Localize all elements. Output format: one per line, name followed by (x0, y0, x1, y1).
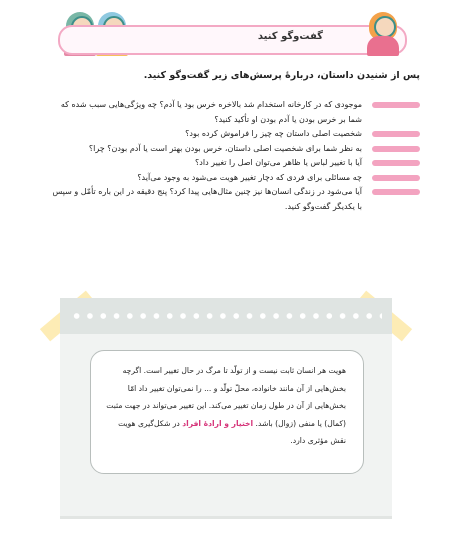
bullet-bar (372, 189, 420, 195)
card-paragraph: هویت هر انسان ثابت نیست و از تولّد تا مرگ در حال تغییر است. اگرچه بخش‌هایی از آن مانند خانواده، محلّ تولّد و ... را نمی‌توان تغییر داد امّا بخش‌هایی از آن در طول زمان تغییر می‌کند. این تغییر می‌تواند در جهت مثبت (کمال) یا منفی (زوال) باشد. اختیار و ارادهٔ افراد در شکل‌گیری هویت نقش مؤثری دارد. (106, 366, 346, 445)
bullet-bar (372, 102, 420, 108)
girl-figure-right (363, 10, 403, 56)
dot-row (70, 312, 382, 320)
bullet-bar (372, 146, 420, 152)
header-bar (58, 25, 407, 55)
bullet-bar (372, 131, 420, 137)
list-item: موجودی که در کارخانه استخدام شد بالاخره خرس بود یا آدم؟ چه ویژگی‌هایی سبب شده که شما بر خرس بودن یا آدم بودن او تأکید کنید؟ (50, 98, 422, 127)
section-title: گفت‌وگو کنید (257, 31, 323, 42)
list-item: شخصیت اصلی داستان چه چیز را فراموش کرده بود؟ (50, 127, 422, 142)
info-card (60, 298, 392, 516)
section-header (58, 10, 403, 58)
list-item: آیا با تغییر لباس یا ظاهر می‌توان اصل را تغییر داد؟ (50, 156, 422, 171)
card-paper (60, 298, 392, 519)
question-list (50, 98, 422, 214)
highlight-text: اختیار و ارادهٔ افراد (182, 418, 254, 428)
intro-text: پس از شنیدن داستان، دربارهٔ پرسش‌های زیر گفت‌وگو کنید. (143, 70, 420, 81)
bullet-bar (372, 160, 420, 166)
list-item: چه مسائلی برای فردی که دچار تغییر هویت می‌شود به وجود می‌آید؟ (50, 171, 422, 186)
bullet-bar (372, 175, 420, 181)
list-item: آیا می‌شود در زندگی انسان‌ها نیز چنین مثال‌هایی پیدا کرد؟ پنج دقیقه در این باره تأمّل و سپس با یکدیگر گفت‌وگو کنید. (50, 185, 422, 214)
list-item: به نظر شما برای شخصیت اصلی داستان، خرس بودن بهتر است یا آدم بودن؟ چرا؟ (50, 142, 422, 157)
